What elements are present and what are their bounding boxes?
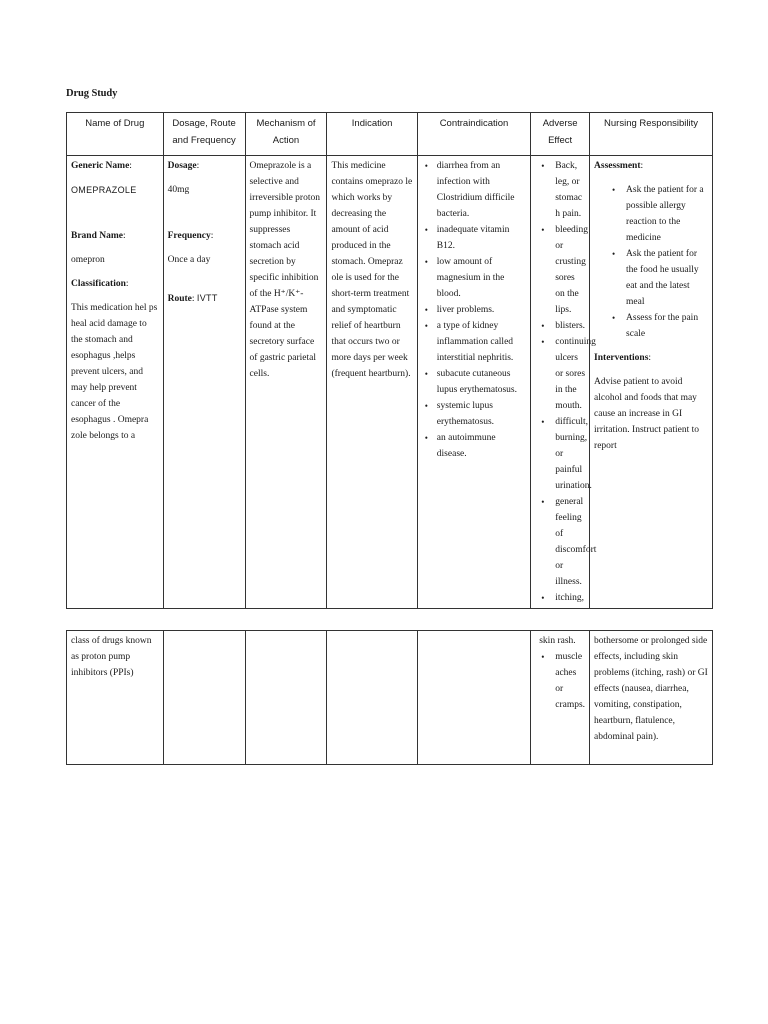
contraindication-item: • subacute cutaneous lupus erythematosus.	[437, 366, 526, 398]
cell-dosage-continued	[163, 631, 245, 765]
header-mechanism: Mechanism of Action	[245, 113, 327, 156]
cell-mechanism-continued	[245, 631, 327, 765]
cell-nursing-continued: bothersome or prolonged side effects, including skin problems (itching, rash) or GI effects (nausea, diarrhea, vomiting, constipation, heartburn, flatulence, abdominal pain).	[590, 631, 713, 765]
dosage-value: 40mg	[167, 185, 190, 195]
frequency-label: Frequency	[167, 231, 211, 241]
cell-mechanism: Omeprazole is a selective and irreversible proton pump inhibitor. It suppresses stomach acid secretion by specific inhibition of the H⁺/K⁺-ATPase system found at the secretory surface of gastric parietal cells.	[245, 156, 327, 609]
adverse-effect-carry-over: skin rash.	[539, 636, 576, 646]
route-label: Route	[167, 294, 192, 304]
cell-dosage: Dosage: 40mg Frequency: Once a day Route: IVTT	[163, 156, 245, 609]
classification-label: Classification	[71, 279, 126, 289]
table-header-row	[67, 113, 713, 156]
contraindication-item: • a type of kidney inflammation called interstitial nephritis.	[437, 318, 526, 366]
brand-name-label: Brand Name	[71, 231, 123, 241]
cell-adverse-effect-continued	[531, 631, 590, 765]
cell-name-of-drug-continued: class of drugs known as proton pump inhibitors (PPIs)	[67, 631, 164, 765]
header-nursing-responsibility: Nursing Responsibility	[590, 113, 713, 156]
header-adverse-effect: Adverse Effect	[531, 113, 590, 156]
drug-study-table	[66, 112, 713, 609]
cell-indication-continued	[327, 631, 417, 765]
route-value: IVTT	[196, 293, 218, 303]
cell-indication: This medicine contains omeprazo le which works by decreasing the amount of acid produced in the stomach. Omepraz ole is used for the short-term treatment and symptomatic relief of heartburn that occurs two or more days per week (frequent heartburn).	[327, 156, 417, 609]
assessment-list	[594, 182, 708, 342]
adverse-effect-item: • general feeling of discomfort or illness.	[555, 494, 585, 590]
dosage-label: Dosage	[167, 161, 197, 171]
adverse-effect-list-continued	[535, 649, 585, 713]
brand-name-value: omepron	[71, 255, 105, 265]
document-title: Drug Study	[66, 88, 118, 99]
header-name-of-drug: Name of Drug	[67, 113, 164, 156]
table-row	[67, 156, 713, 609]
assessment-item: • Assess for the pain scale	[626, 310, 708, 342]
assessment-item: • Ask the patient for the food he usually eat and the latest meal	[626, 246, 708, 310]
cell-name-of-drug: Generic Name: OMEPRAZOLE Brand Name: omepron Classification: This medication hel ps heal acid damage to the stomach and esophagus ,helps prevent ulcers, and may help prevent cancer of the esophagus . Omepra zole belongs to a	[67, 156, 164, 609]
assessment-item: • Ask the patient for a possible allergy reaction to the medicine	[626, 182, 708, 246]
header-indication: Indication	[327, 113, 417, 156]
classification-text: This medication hel ps heal acid damage to the stomach and esophagus ,helps prevent ulcers, and may help prevent cancer of the esophagus . Omepra zole belongs to a	[71, 303, 158, 441]
header-dosage: Dosage, Route and Frequency	[163, 113, 245, 156]
contraindication-item: • systemic lupus erythematosus.	[437, 398, 526, 430]
contraindication-item: • diarrhea from an infection with Clostridium difficile bacteria.	[437, 158, 526, 222]
frequency-value: Once a day	[167, 255, 211, 265]
generic-name-label: Generic Name	[71, 161, 130, 171]
contraindication-list	[422, 158, 526, 462]
header-contraindication: Contraindication	[417, 113, 530, 156]
adverse-effect-item: • muscle aches or cramps.	[555, 649, 585, 713]
cell-contraindication	[417, 156, 530, 609]
cell-adverse-effect	[531, 156, 597, 609]
contraindication-item: • inadequate vitamin B12.	[437, 222, 526, 254]
contraindication-item: • liver problems.	[437, 302, 526, 318]
assessment-label: Assessment	[594, 161, 641, 171]
drug-study-table-continued	[66, 630, 713, 765]
adverse-effect-item: • itching,	[555, 590, 585, 606]
adverse-effect-item: • bleeding or crusting sores on the lips.	[555, 222, 585, 318]
adverse-effect-item: • Back, leg, or stomac h pain.	[555, 158, 585, 222]
generic-name-value: OMEPRAZOLE	[71, 185, 137, 195]
contraindication-item: • an autoimmune disease.	[437, 430, 526, 462]
adverse-effect-item: • difficult, burning, or painful urination.	[555, 414, 585, 494]
adverse-effect-list	[535, 158, 597, 606]
interventions-label: Interventions	[594, 353, 649, 363]
table-row	[67, 631, 713, 765]
adverse-effect-item: • blisters.	[555, 318, 585, 334]
adverse-effect-item: • continuing ulcers or sores in the mouth.	[555, 334, 585, 414]
cell-nursing-responsibility: Assessment: • Ask the patient for a possible allergy reaction to the medicine • Ask the patient for the food he usually eat and the latest meal • Assess for the pain scale Interventions: Advise patient to avoid alcohol and foods that may cause an increase in GI irritation. Instruct patient to report	[590, 156, 713, 609]
cell-contraindication-continued	[417, 631, 530, 765]
interventions-text: Advise patient to avoid alcohol and foods that may cause an increase in GI irritation. Instruct patient to report	[594, 377, 700, 451]
contraindication-item: • low amount of magnesium in the blood.	[437, 254, 526, 302]
